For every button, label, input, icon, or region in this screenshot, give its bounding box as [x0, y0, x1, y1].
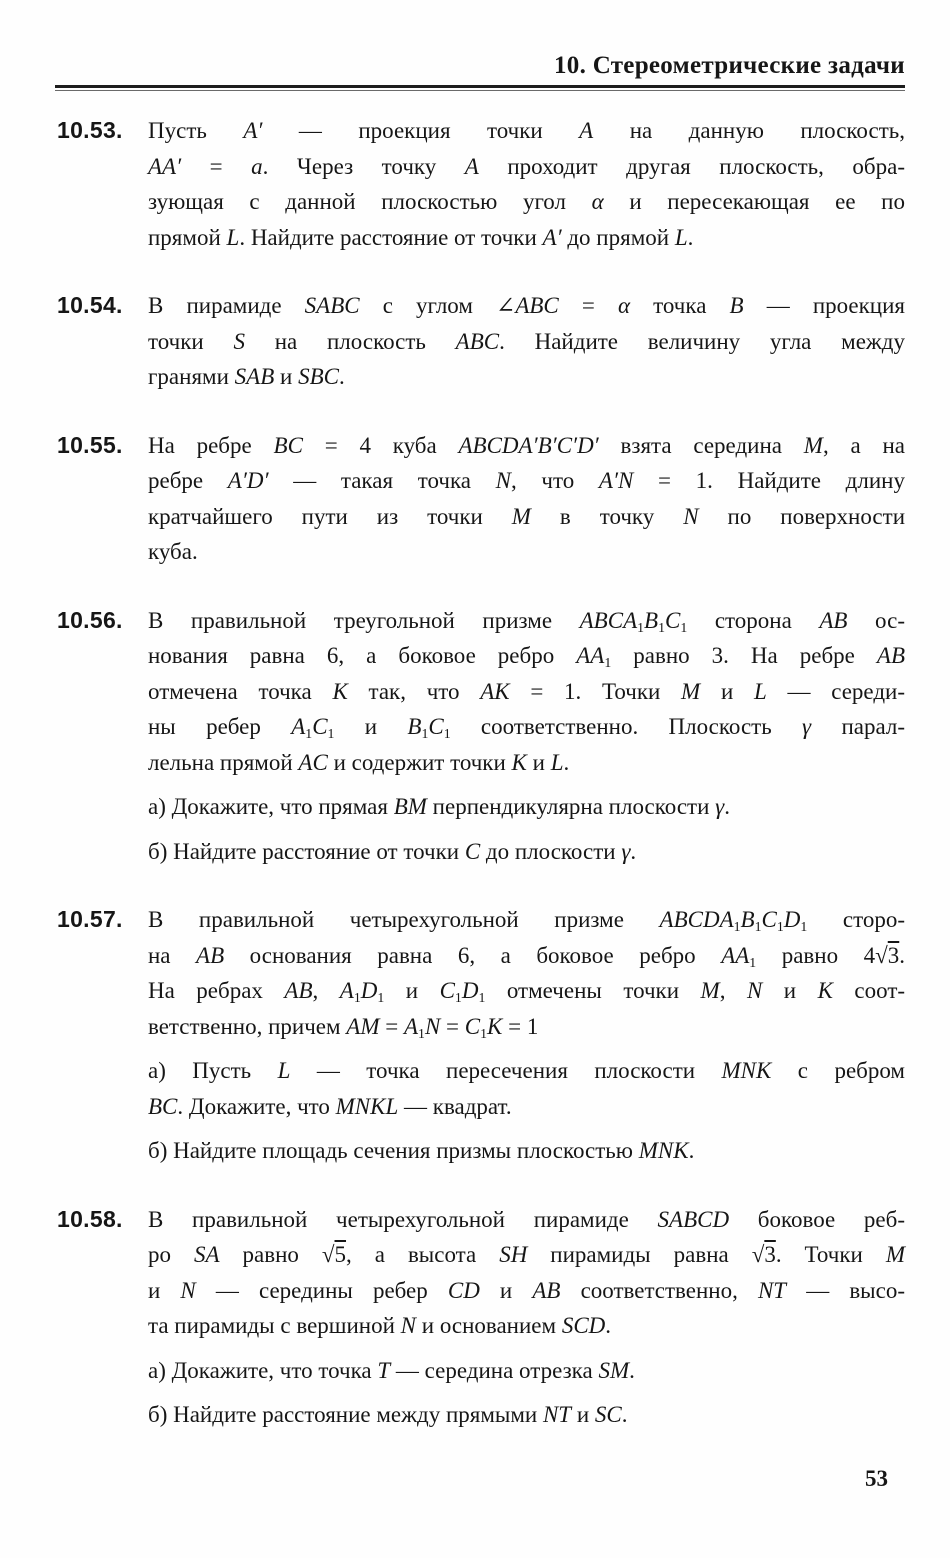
problem-text	[148, 428, 905, 570]
text-line: та пирамиды с вершиной N и основанием SCD.	[148, 1313, 612, 1338]
text-line: AA′ = a. Через точку A проходит другая плоскость, обра-	[148, 153, 905, 179]
subitem-line: б) Найдите расстояние между прямыми NT и SC.	[148, 1402, 628, 1427]
problem-text	[148, 603, 905, 870]
problem-text	[148, 113, 905, 255]
problems-list	[57, 113, 905, 1433]
header-rule-thin	[55, 90, 905, 91]
subitem-a	[148, 789, 905, 825]
problem-10-58	[57, 1202, 905, 1433]
problem-text	[148, 288, 905, 395]
text-line: На ребрах AB, $A_1D_1$ и $C_1D_1$ отмечены точки M, N и K соот-	[148, 978, 906, 1006]
page-header	[55, 52, 905, 91]
text-line: Пусть A′ — проекция точки A на данную плоскость,	[148, 118, 906, 143]
text-line: гранями SAB и SBC.	[148, 364, 345, 389]
text-line: отмечена точка K так, что AK = 1. Точки M и L — середи-	[148, 678, 906, 704]
subitem-a	[148, 1353, 905, 1389]
problem-number: 10.54.	[57, 292, 123, 318]
text-line: лельна прямой AC и содержит точки K и L.	[148, 749, 570, 775]
text-line: точки S на плоскость ABC. Найдите величину угла между	[148, 328, 905, 354]
problem-10-57	[57, 902, 905, 1169]
subitem-line: б) Найдите площадь сечения призмы плоскостью MNK.	[148, 1138, 695, 1163]
text-line: В пирамиде SABC с углом ∠ABC = α точка B — проекция	[148, 293, 905, 318]
text-line: куба.	[148, 539, 198, 564]
subitem-line: а) Докажите, что прямая BM перпендикулярна плоскости γ.	[148, 794, 730, 819]
subitem-line: б) Найдите расстояние от точки C до плоскости γ.	[148, 838, 637, 864]
text-line: нования равна 6, а боковое ребро $AA_1$ равно 3. На ребре AB	[148, 643, 905, 671]
text-line: ветственно, причем AM = $A_1N = C_1K = 1$	[148, 1013, 539, 1041]
problem-number: 10.58.	[57, 1205, 123, 1232]
text-line: На ребре BC = 4 куба ABCDA′B′C′D′ взята середина M, а на	[148, 432, 905, 458]
text-line: кратчайшего пути из точки M в точку N по поверхности	[148, 503, 905, 529]
text-line: ребре A′D′ — такая точка N, что A′N = 1. Найдите длину	[148, 468, 905, 493]
subitem-b	[148, 834, 905, 870]
section-title: 10. Стереометрические задачи	[554, 52, 905, 79]
text-line: В правильной четырехугольной призме $ABCDA_1B_1C_1D_1$ сторо-	[148, 907, 905, 935]
subitem-line: а) Пусть L — точка пересечения плоскости MNK с ребром	[148, 1058, 905, 1083]
text-line: ро SA равно √5, а высота SH пирамиды равна √3. Точки M	[148, 1242, 905, 1267]
subitem-line: BC. Докажите, что MNKL — квадрат.	[148, 1093, 512, 1119]
text-line: на AB основания равна 6, а боковое ребро $AA_1$ равно 4√3.	[148, 942, 905, 970]
text-line: В правильной четырехугольной пирамиде SABCD боковое реб-	[148, 1206, 905, 1232]
problem-number: 10.55.	[57, 431, 123, 458]
problem-text	[148, 902, 905, 1169]
problem-10-55	[57, 428, 905, 570]
problem-number: 10.56.	[57, 606, 123, 633]
text-line: прямой L. Найдите расстояние от точки A′ до прямой L.	[148, 224, 694, 250]
text-line: зующая с данной плоскостью угол α и пересекающая ее по	[148, 189, 905, 214]
page-footer	[0, 1466, 888, 1492]
subitem-b	[148, 1133, 905, 1169]
problem-10-56	[57, 603, 905, 870]
page-number: 53	[865, 1465, 888, 1491]
problem-10-53	[57, 113, 905, 255]
text-line: ны ребер $A_1C_1$ и $B_1C_1$ соответственно. Плоскость γ парал-	[148, 714, 906, 742]
problem-10-54	[57, 288, 905, 395]
subitem-b	[148, 1397, 905, 1433]
text-line: В правильной треугольной призме $ABCA_1B_1C_1$ сторона AB ос-	[148, 607, 905, 635]
subitem-a	[148, 1053, 905, 1124]
problem-number: 10.57.	[57, 906, 123, 932]
subitem-line: а) Докажите, что точка T — середина отрезка SM.	[148, 1357, 635, 1383]
problem-text	[148, 1202, 905, 1433]
text-line: и N — середины ребер CD и AB соответственно, NT — высо-	[148, 1277, 905, 1303]
problem-number: 10.53.	[57, 117, 123, 143]
header-rule	[55, 85, 905, 88]
